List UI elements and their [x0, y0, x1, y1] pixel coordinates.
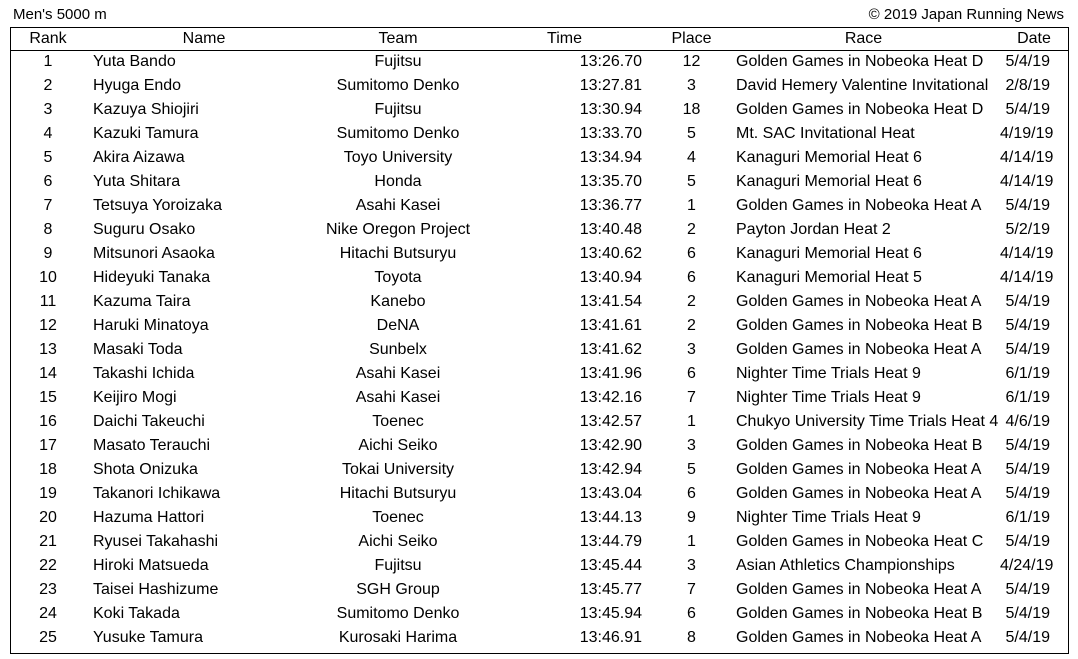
column-header-rank: Rank — [11, 28, 85, 50]
cell-team: Toenec — [372, 509, 424, 526]
cell-race: Golden Games in Nobeoka Heat C — [736, 533, 984, 550]
cell-date: 5/4/19 — [1005, 317, 1050, 334]
cell-name: Taisei Hashizume — [93, 581, 219, 598]
cell-team: Toenec — [372, 413, 424, 430]
cell-race: Chukyo University Time Trials Heat 4 — [736, 413, 999, 430]
cell-team: Aichi Seiko — [358, 437, 438, 454]
cell-race: Nighter Time Trials Heat 9 — [736, 509, 921, 526]
cell-place: 7 — [687, 581, 696, 598]
cell-date: 5/2/19 — [1005, 221, 1050, 238]
cell-name: Hideyuki Tanaka — [93, 269, 211, 286]
cell-race: Golden Games in Nobeoka Heat A — [736, 341, 982, 358]
cell-date: 4/14/19 — [1000, 269, 1054, 286]
cell-place: 4 — [687, 149, 696, 166]
table-row — [11, 626, 1068, 650]
cell-race: Kanaguri Memorial Heat 6 — [736, 245, 922, 262]
cell-name: Kazuma Taira — [93, 293, 191, 310]
cell-date: 5/4/19 — [1005, 341, 1050, 358]
cell-team: SGH Group — [356, 581, 440, 598]
cell-name: Shota Onizuka — [93, 461, 198, 478]
table-row — [11, 98, 1068, 122]
cell-name: Masaki Toda — [93, 341, 183, 358]
table-body — [11, 50, 1068, 650]
cell-time: 13:30.94 — [579, 101, 642, 118]
table-row — [11, 266, 1068, 290]
cell-date: 6/1/19 — [1005, 365, 1050, 382]
cell-time: 13:41.54 — [579, 293, 642, 310]
page-title: Men's 5000 m — [13, 6, 107, 23]
cell-name: Hazuma Hattori — [93, 509, 205, 526]
cell-team: Kanebo — [370, 293, 426, 310]
column-header-team: Team — [323, 28, 473, 50]
cell-rank: 22 — [39, 557, 57, 574]
cell-rank: 14 — [39, 365, 57, 382]
cell-rank: 16 — [39, 413, 57, 430]
cell-name: Yusuke Tamura — [93, 629, 203, 646]
cell-team: Sumitomo Denko — [336, 125, 460, 142]
cell-team: Honda — [374, 173, 422, 190]
cell-race: Golden Games in Nobeoka Heat A — [736, 461, 982, 478]
cell-race: Payton Jordan Heat 2 — [736, 221, 891, 238]
cell-name: Yuta Shitara — [93, 173, 181, 190]
table-row — [11, 602, 1068, 626]
table-row — [11, 458, 1068, 482]
cell-date: 5/4/19 — [1005, 293, 1050, 310]
cell-rank: 12 — [39, 317, 57, 334]
cell-name: Kazuki Tamura — [93, 125, 199, 142]
cell-name: Takanori Ichikawa — [93, 485, 221, 502]
column-header-place: Place — [656, 28, 727, 50]
cell-race: Asian Athletics Championships — [736, 557, 955, 574]
cell-place: 9 — [687, 509, 696, 526]
cell-time: 13:42.57 — [579, 413, 642, 430]
table-header — [11, 28, 1068, 50]
cell-rank: 1 — [43, 53, 53, 71]
cell-date: 6/1/19 — [1005, 509, 1050, 526]
cell-team: Hitachi Butsuryu — [339, 245, 457, 262]
cell-rank: 4 — [43, 125, 53, 142]
table-row — [11, 74, 1068, 98]
cell-race: Kanaguri Memorial Heat 6 — [736, 173, 922, 190]
cell-team: Fujitsu — [374, 557, 422, 574]
cell-team: Sumitomo Denko — [336, 605, 460, 622]
cell-team: Asahi Kasei — [355, 197, 441, 214]
cell-name: Takashi Ichida — [93, 365, 195, 382]
cell-date: 2/8/19 — [1005, 77, 1050, 94]
cell-rank: 10 — [39, 269, 57, 286]
table-row — [11, 410, 1068, 434]
cell-race: David Hemery Valentine Invitational — [736, 77, 989, 94]
cell-time: 13:41.61 — [579, 317, 642, 334]
cell-rank: 3 — [43, 101, 53, 118]
cell-time: 13:40.94 — [579, 269, 642, 286]
cell-team: Sumitomo Denko — [336, 77, 460, 94]
cell-place: 5 — [687, 461, 696, 478]
cell-date: 5/4/19 — [1005, 197, 1050, 214]
cell-name: Koki Takada — [93, 605, 180, 622]
cell-team: Asahi Kasei — [355, 389, 441, 406]
table-row — [11, 530, 1068, 554]
cell-place: 6 — [687, 269, 696, 286]
cell-rank: 9 — [43, 245, 53, 262]
cell-date: 5/4/19 — [1005, 581, 1050, 598]
cell-date: 5/4/19 — [1005, 605, 1050, 622]
cell-name: Kazuya Shiojiri — [93, 101, 199, 118]
cell-name: Mitsunori Asaoka — [93, 245, 215, 262]
cell-place: 7 — [687, 389, 696, 406]
cell-place: 6 — [687, 485, 696, 502]
column-header-name: Name — [85, 28, 323, 50]
cell-time: 13:43.04 — [579, 485, 642, 502]
cell-rank: 17 — [39, 437, 57, 454]
table-row — [11, 170, 1068, 194]
cell-rank: 8 — [43, 221, 53, 238]
cell-time: 13:41.96 — [579, 365, 642, 382]
cell-rank: 24 — [39, 605, 57, 622]
cell-date: 4/14/19 — [1000, 245, 1054, 262]
cell-place: 5 — [687, 173, 696, 190]
cell-time: 13:45.77 — [579, 581, 642, 598]
cell-rank: 7 — [43, 197, 53, 214]
cell-place: 2 — [687, 293, 696, 310]
cell-rank: 18 — [39, 461, 57, 478]
table-row — [11, 578, 1068, 602]
cell-race: Golden Games in Nobeoka Heat A — [736, 197, 982, 214]
cell-place: 3 — [687, 557, 696, 574]
cell-place: 12 — [682, 53, 701, 71]
cell-team: DeNA — [376, 317, 420, 334]
cell-rank: 13 — [39, 341, 57, 358]
table-row — [11, 194, 1068, 218]
cell-time: 13:35.70 — [579, 173, 642, 190]
column-header-race: Race — [727, 28, 1000, 50]
table-row — [11, 242, 1068, 266]
cell-rank: 2 — [43, 77, 53, 94]
cell-rank: 11 — [39, 293, 57, 310]
cell-place: 8 — [687, 629, 696, 646]
cell-date: 4/6/19 — [1005, 413, 1050, 430]
cell-rank: 6 — [43, 173, 53, 190]
cell-rank: 20 — [39, 509, 57, 526]
table-row — [11, 434, 1068, 458]
cell-rank: 19 — [39, 485, 57, 502]
cell-time: 13:40.62 — [579, 245, 642, 262]
cell-team: Tokai University — [341, 461, 455, 478]
table-row — [11, 50, 1068, 74]
cell-time: 13:42.94 — [579, 461, 642, 478]
cell-race: Golden Games in Nobeoka Heat A — [736, 485, 982, 502]
cell-rank: 25 — [39, 629, 57, 646]
cell-time: 13:46.91 — [579, 629, 642, 646]
table-row — [11, 554, 1068, 578]
cell-race: Golden Games in Nobeoka Heat B — [736, 437, 983, 454]
cell-time: 13:45.44 — [579, 557, 642, 574]
cell-date: 5/4/19 — [1005, 437, 1050, 454]
cell-time: 13:26.70 — [579, 53, 642, 71]
table-row — [11, 122, 1068, 146]
cell-name: Hiroki Matsueda — [93, 557, 209, 574]
cell-team: Asahi Kasei — [355, 365, 441, 382]
cell-team: Aichi Seiko — [358, 533, 438, 550]
table-row — [11, 314, 1068, 338]
results-table-frame — [10, 27, 1069, 654]
cell-name: Daichi Takeuchi — [93, 413, 205, 430]
cell-race: Golden Games in Nobeoka Heat D — [736, 53, 984, 71]
table-row — [11, 338, 1068, 362]
table-row — [11, 482, 1068, 506]
cell-place: 18 — [682, 101, 701, 118]
cell-name: Ryusei Takahashi — [93, 533, 219, 550]
cell-place: 3 — [687, 77, 696, 94]
cell-team: Toyota — [374, 269, 422, 286]
cell-race: Kanaguri Memorial Heat 6 — [736, 149, 922, 166]
cell-team: Fujitsu — [374, 53, 422, 71]
header-row — [11, 28, 1068, 50]
cell-date: 4/14/19 — [1000, 173, 1054, 190]
column-header-date: Date — [1000, 28, 1068, 50]
cell-race: Nighter Time Trials Heat 9 — [736, 389, 921, 406]
cell-date: 5/4/19 — [1005, 461, 1050, 478]
table-row — [11, 146, 1068, 170]
cell-place: 5 — [687, 125, 696, 142]
cell-date: 5/4/19 — [1005, 533, 1050, 550]
cell-race: Golden Games in Nobeoka Heat A — [736, 629, 982, 646]
cell-name: Keijiro Mogi — [93, 389, 177, 406]
table-row — [11, 386, 1068, 410]
cell-place: 1 — [687, 197, 696, 214]
cell-date: 5/4/19 — [1005, 101, 1050, 118]
cell-place: 6 — [687, 245, 696, 262]
table-row — [11, 506, 1068, 530]
cell-date: 5/4/19 — [1005, 629, 1050, 646]
cell-time: 13:44.79 — [579, 533, 642, 550]
cell-team: Toyo University — [343, 149, 453, 166]
table-row — [11, 218, 1068, 242]
cell-place: 2 — [687, 317, 696, 334]
cell-place: 2 — [687, 221, 696, 238]
cell-race: Golden Games in Nobeoka Heat B — [736, 605, 983, 622]
cell-time: 13:44.13 — [579, 509, 642, 526]
cell-team: Hitachi Butsuryu — [339, 485, 457, 502]
cell-race: Mt. SAC Invitational Heat — [736, 125, 915, 142]
cell-date: 4/19/19 — [1000, 125, 1054, 142]
cell-date: 4/14/19 — [1000, 149, 1054, 166]
cell-place: 6 — [687, 605, 696, 622]
cell-race: Nighter Time Trials Heat 9 — [736, 365, 921, 382]
cell-place: 1 — [687, 533, 696, 550]
cell-name: Haruki Minatoya — [93, 317, 209, 334]
cell-time: 13:40.48 — [579, 221, 642, 238]
cell-time: 13:33.70 — [579, 125, 642, 142]
cell-race: Kanaguri Memorial Heat 5 — [736, 269, 922, 286]
cell-race: Golden Games in Nobeoka Heat A — [736, 581, 982, 598]
column-header-time: Time — [473, 28, 656, 50]
results-table — [11, 28, 1068, 650]
table-row — [11, 362, 1068, 386]
cell-name: Masato Terauchi — [93, 437, 211, 454]
cell-rank: 5 — [43, 149, 53, 166]
cell-time: 13:42.90 — [579, 437, 642, 454]
cell-team: Kurosaki Harima — [338, 629, 458, 646]
cell-rank: 23 — [39, 581, 57, 598]
cell-time: 13:36.77 — [579, 197, 642, 214]
cell-race: Golden Games in Nobeoka Heat D — [736, 101, 984, 118]
cell-team: Fujitsu — [374, 101, 422, 118]
cell-date: 6/1/19 — [1005, 389, 1050, 406]
cell-team: Nike Oregon Project — [325, 221, 471, 238]
cell-name: Tetsuya Yoroizaka — [93, 197, 222, 214]
cell-time: 13:27.81 — [579, 77, 642, 94]
cell-name: Akira Aizawa — [93, 149, 185, 166]
cell-time: 13:41.62 — [579, 341, 642, 358]
cell-time: 13:34.94 — [579, 149, 642, 166]
cell-time: 13:42.16 — [579, 389, 642, 406]
cell-place: 1 — [687, 413, 696, 430]
cell-place: 3 — [687, 437, 696, 454]
cell-team: Sunbelx — [369, 341, 427, 358]
cell-date: 4/24/19 — [1000, 557, 1054, 574]
cell-rank: 15 — [39, 389, 57, 406]
cell-race: Golden Games in Nobeoka Heat B — [736, 317, 983, 334]
cell-place: 6 — [687, 365, 696, 382]
cell-race: Golden Games in Nobeoka Heat A — [736, 293, 982, 310]
cell-place: 3 — [687, 341, 696, 358]
cell-name: Hyuga Endo — [93, 77, 182, 94]
cell-rank: 21 — [39, 533, 57, 550]
table-row — [11, 290, 1068, 314]
copyright-notice: © 2019 Japan Running News — [868, 6, 1064, 23]
cell-date: 5/4/19 — [1005, 485, 1050, 502]
cell-date: 5/4/19 — [1005, 53, 1050, 71]
cell-name: Suguru Osako — [93, 221, 196, 238]
cell-name: Yuta Bando — [93, 53, 176, 71]
cell-time: 13:45.94 — [579, 605, 642, 622]
